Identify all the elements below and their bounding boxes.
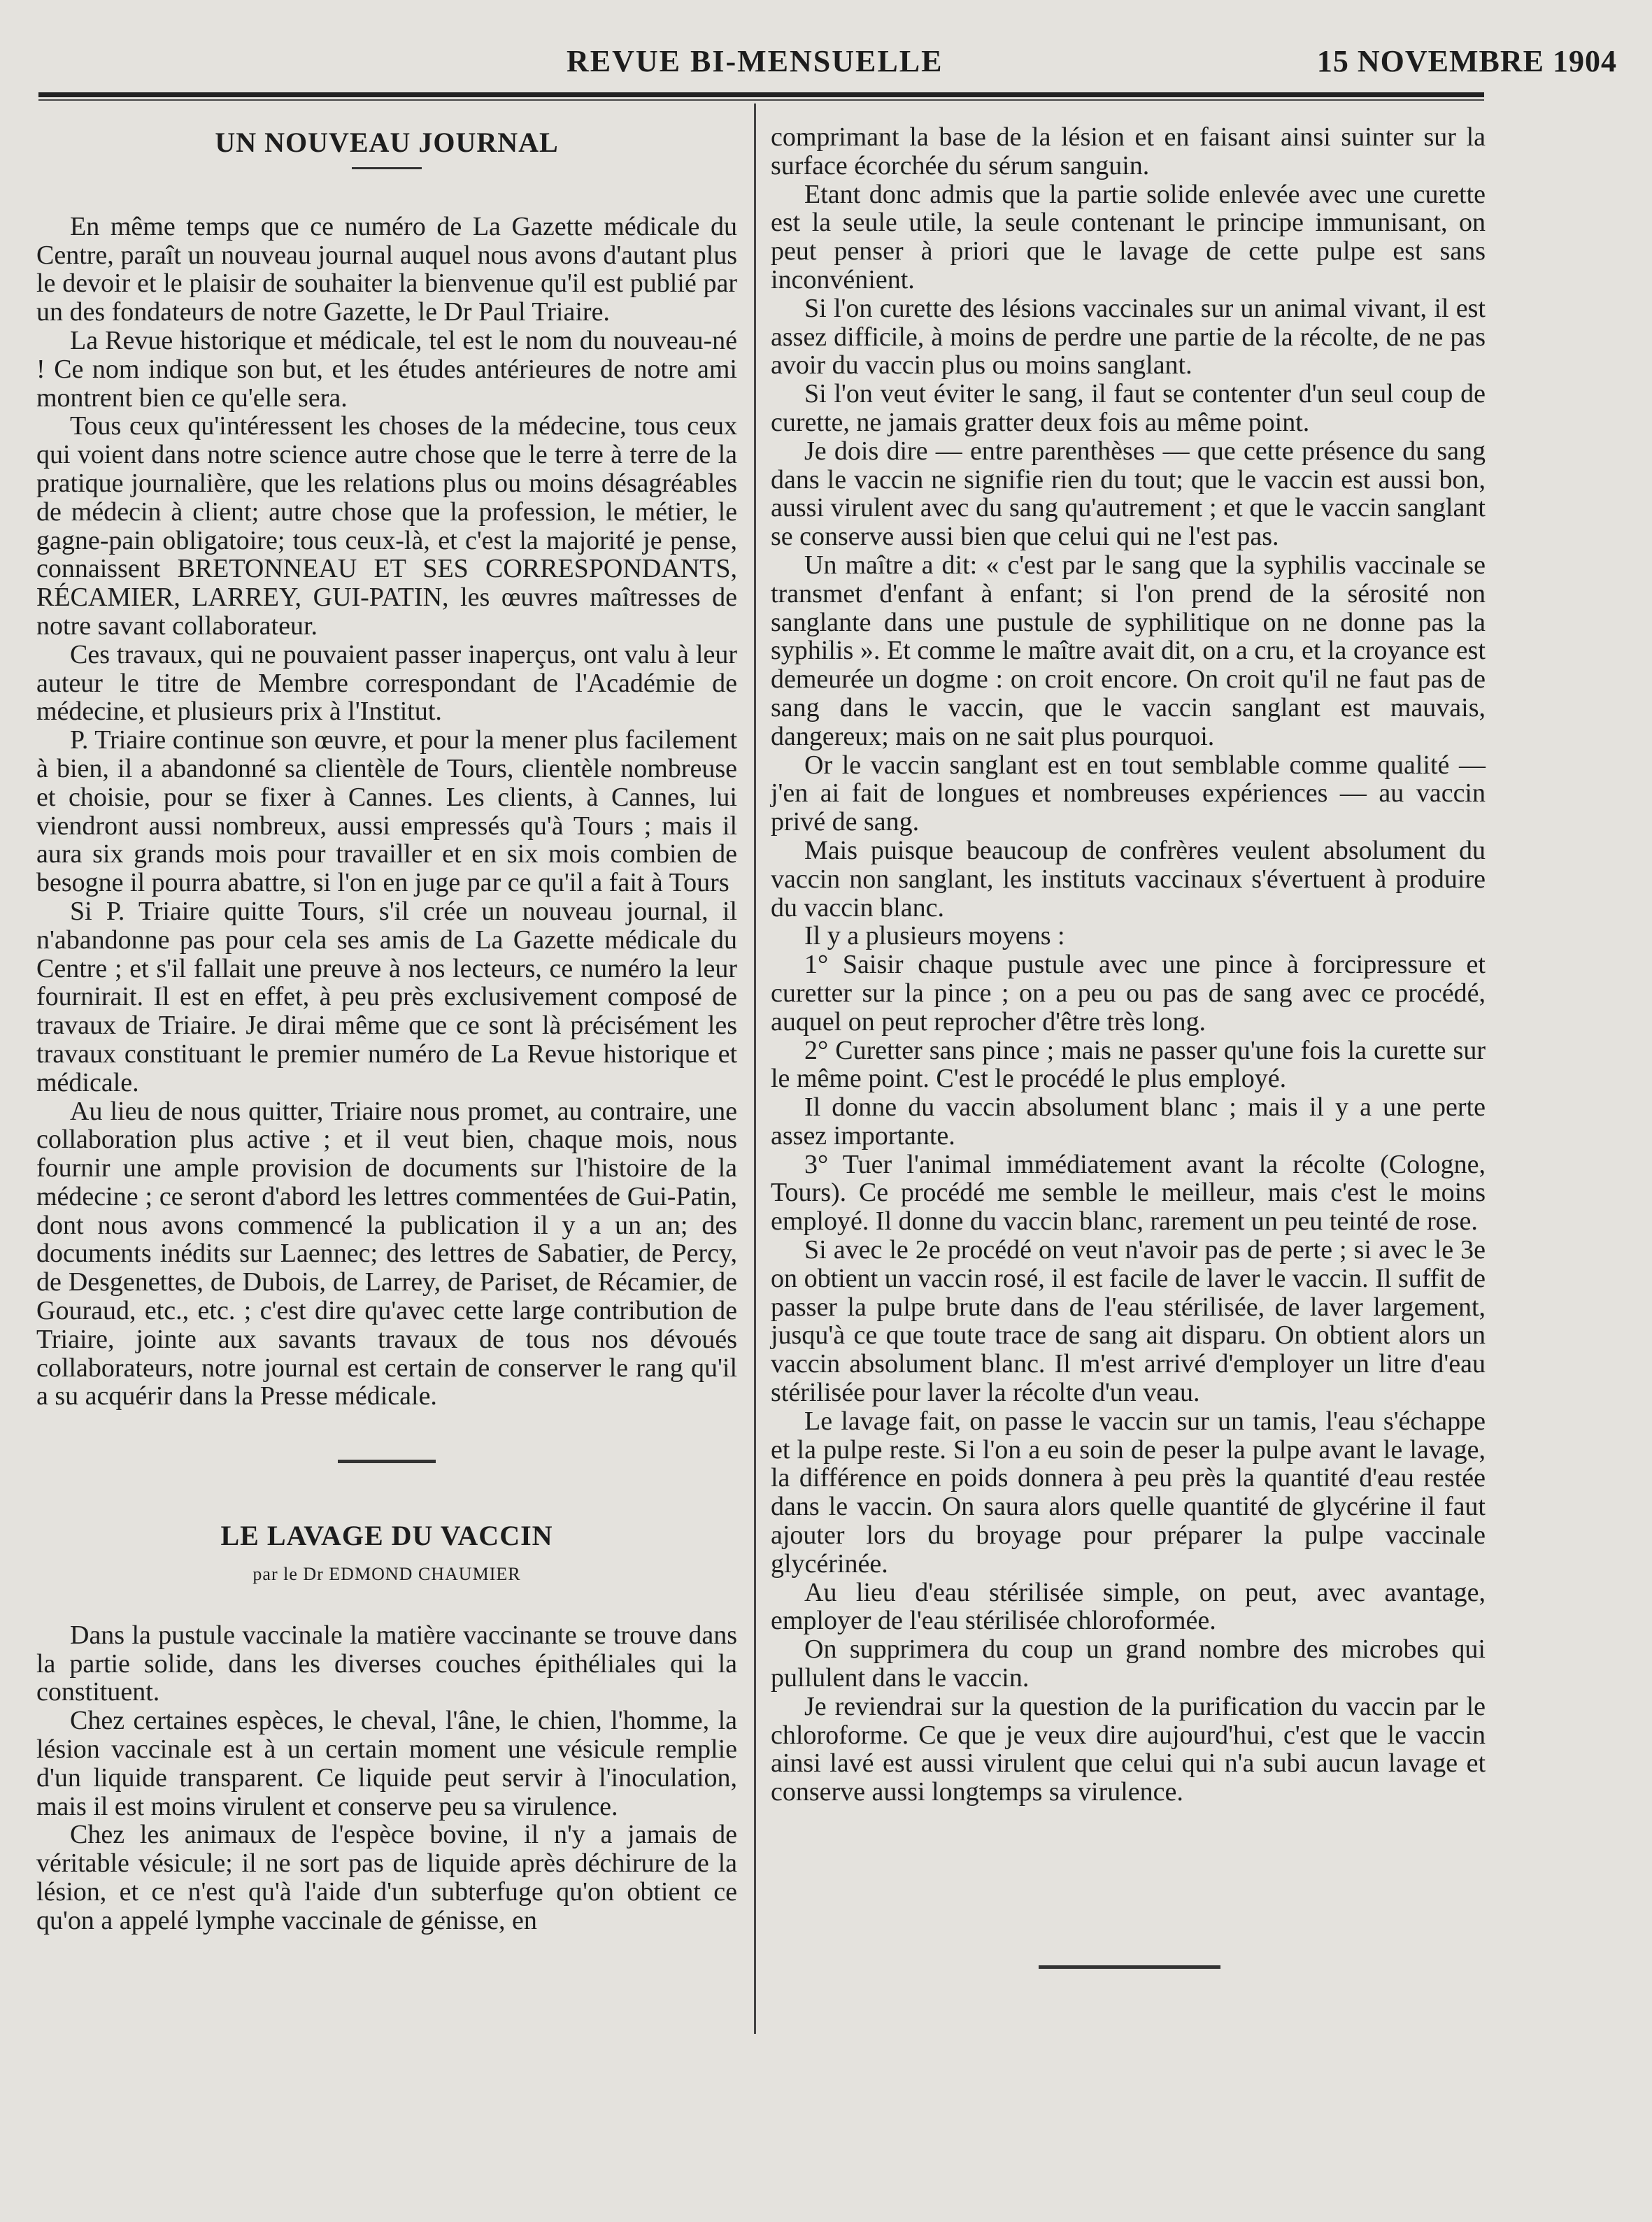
paragraph: P. Triaire continue son œuvre, et pour la mener plus facilement à bien, il a abandonné sa clientèle de Tours, clientèle nombreuse et choisie, pour se fixer à Cannes. Les clients, à Cannes, lui viendront aussi nombreux, aussi empressés qu'à Tours ; mais il aura six grands mois pour travailler et en six mois combien de besogne il pourra abattre, si l'on en juge par ce qu'il a fait à Tours xyxy=(36,725,738,898)
article-title-nouveau-journal: UN NOUVEAU JOURNAL xyxy=(215,127,559,158)
end-rule xyxy=(1039,1965,1220,1969)
right-column xyxy=(771,123,1486,1807)
column-divider xyxy=(754,104,756,2034)
paragraph: Dans la pustule vaccinale la matière vaccinante se trouve dans la partie solide, dans les diverses couches épithéliales qui la constituent. xyxy=(36,1620,737,1707)
paragraph: Le lavage fait, on passe le vaccin sur un tamis, l'eau s'échappe et la pulpe reste. Si l'on a eu soin de peser la pulpe avant le lavage, la différence en poids donnera à peu près la quantité d'eau restée dans le vaccin. On saura alors quelle quantité de glycérine il faut ajouter lors du broyage pour préparer la pulpe vaccinale glycérinée. xyxy=(771,1406,1486,1579)
paragraph: Chez certaines espèces, le cheval, l'âne, le chien, l'homme, la lésion vaccinale est à un certain moment une vésicule remplie d'un liquide transparent. Ce liquide peut servir à l'inoculation, mais il est moins virulent et conserve peu sa virulence. xyxy=(36,1706,737,1821)
paragraph: La Revue historique et médicale, tel est le nom du nouveau-né ! Ce nom indique son but, et les études antérieures de notre ami montrent bien ce qu'elle sera. xyxy=(36,325,737,413)
paragraph: Je dois dire — entre parenthèses — que cette présence du sang dans le vaccin ne signifie rien du tout; que le vaccin est aussi bon, aussi virulent avec du sang qu'autrement ; et que le vaccin sanglant se conserve aussi bien que celui qui ne l'est pas. xyxy=(771,436,1486,552)
paragraph: Un maître a dit: « c'est par le sang que la syphilis vaccinale se transmet d'enfant à enfant; si l'on prend de la sérosité non sanglante dans une pustule de syphilitique on ne donne pas la syphilis ». Et comme le maître avait dit, on a cru, et la croyance est demeurée un dogme : on croit encore. On croit qu'il ne faut pas de sang dans le vaccin, que le vaccin sanglant est mauvais, dangereux; mais on ne sait plus pourquoi. xyxy=(771,550,1486,751)
byline: par le Dr EDMOND CHAUMIER xyxy=(252,1564,521,1585)
paragraph: Chez les animaux de l'espèce bovine, il n'y a jamais de véritable vésicule; il ne sort pas de liquide après déchirure de la lésion, et ce n'est qu'à l'aide d'un subterfuge qu'on obtient ce qu'on a appelé lymphe vaccinale de génisse, en xyxy=(36,1820,737,1935)
left-column xyxy=(36,112,737,1935)
paragraph: 1° Saisir chaque pustule avec une pince à forcipressure et curetter sur la pince ; on a peu ou pas de sang avec ce procédé, auquel on peut reprocher d'être très long. xyxy=(771,950,1486,1037)
running-title: REVUE BI-MENSUELLE xyxy=(567,44,944,78)
paragraph: 3° Tuer l'animal immédiatement avant la récolte (Cologne, Tours). Ce procédé me semble le meilleur, mais c'est le moins employé. Il donne du vaccin blanc, rarement un peu teinté de rose. xyxy=(771,1149,1486,1237)
paragraph: Ces travaux, qui ne pouvaient passer inaperçus, ont valu à leur auteur le titre de Membre correspondant de l'Académie de médecine, et plusieurs prix à l'Institut. xyxy=(36,639,737,727)
article-separator xyxy=(338,1460,436,1463)
paragraph-continuation: comprimant la base de la lésion et en faisant ainsi suinter sur la surface écorchée du sérum sanguin. xyxy=(771,122,1486,180)
title-rule xyxy=(352,167,422,169)
paragraph: Au lieu de nous quitter, Triaire nous promet, au contraire, une collaboration plus active ; et il veut bien, chaque mois, nous fournir une ample provision de documents sur l'histoire de la médecine ; ce seront d'abord les lettres commentées de Gui-Patin, dont nous avons commencé la publication il y a un an; des documents inédits sur Laennec; des lettres de Sabatier, de Percy, de Desgenettes, de Dubois, de Larrey, de Pariset, de Récamier, de Gouraud, etc., etc. ; c'est dire qu'avec cette large contribution de Triaire, jointe aux savants travaux de tous nos dévoués collaborateurs, notre journal est certain de conserver le rang qu'il a su acquérir dans la Presse médicale. xyxy=(36,1096,737,1411)
paragraph: Or le vaccin sanglant est en tout semblable comme qualité — j'en ai fait de longues et nombreuses expériences — au vaccin privé de sang. xyxy=(771,750,1486,837)
page-header xyxy=(35,36,1617,85)
article-title-lavage-du-vaccin: LE LAVAGE DU VACCIN xyxy=(220,1520,553,1552)
paragraph: Je reviendrai sur la question de la purification du vaccin par le chloroforme. Ce que je veux dire aujourd'hui, c'est que le vaccin ainsi lavé est aussi virulent que celui qui n'a subi aucun lavage et conserve aussi longtemps sa virulence. xyxy=(771,1691,1486,1807)
paragraph: Si l'on curette des lésions vaccinales sur un animal vivant, il est assez difficile, à moins de perdre une partie de la récolte, de ne pas avoir du vaccin plus ou moins sanglant. xyxy=(771,293,1486,380)
paragraph: Si P. Triaire quitte Tours, s'il crée un nouveau journal, il n'abandonne pas pour cela ses amis de La Gazette médicale du Centre ; et s'il fallait une preuve à nos lecteurs, ce numéro la leur fournirait. Il est en effet, à peu près exclusivement composé de travaux de Triaire. Je dirai même que ce sont là précisément les travaux constituant le premier numéro de La Revue historique et médicale. xyxy=(36,896,737,1097)
paragraph: Tous ceux qu'intéressent les choses de la médecine, tous ceux qui voient dans notre science autre chose que le terre à terre de la pratique journalière, que les relations plus ou moins désagréables de médecin à client; autre chose que la profession, le métier, le gagne-pain obligatoire; tous ceux-là, et c'est la majorité je pense, connaissent BRETONNEAU ET SES CORRESPONDANTS, RÉCAMIER, LARREY, GUI-PATIN, les œuvres maîtresses de notre savant collaborateur. xyxy=(36,411,737,641)
paragraph: Etant donc admis que la partie solide enlevée avec une curette est la seule utile, la seule contenant le principe immunisant, on peut penser à priori que le lavage de cette pulpe est sans inconvénient. xyxy=(771,179,1486,294)
paragraph: En même temps que ce numéro de La Gazette médicale du Centre, paraît un nouveau journal auquel nous avons d'autant plus le devoir et le plaisir de souhaiter la bienvenue qu'il est publié par un des fondateurs de notre Gazette, le Dr Paul Triaire. xyxy=(36,211,737,327)
paragraph: 2° Curetter sans pince ; mais ne passer qu'une fois la curette sur le même point. C'est le procédé le plus employé. xyxy=(771,1035,1486,1094)
paragraph: Si l'on veut éviter le sang, il faut se contenter d'un seul coup de curette, ne jamais gratter deux fois au même point. xyxy=(771,379,1486,437)
paragraph: Au lieu d'eau stérilisée simple, on peut, avec avantage, employer de l'eau stérilisée chloroformée. xyxy=(771,1577,1486,1636)
issue-date: 15 NOVEMBRE 1904 xyxy=(1316,44,1617,78)
paragraph: Il y a plusieurs moyens : xyxy=(804,921,1065,951)
paragraph: Il donne du vaccin absolument blanc ; mais il y a une perte assez importante. xyxy=(771,1092,1486,1151)
paragraph: Si avec le 2e procédé on veut n'avoir pas de perte ; si avec le 3e on obtient un vaccin rosé, il est facile de laver le vaccin. Il suffit de passer la pulpe brute dans de l'eau stérilisée, de laver largement, jusqu'à ce que toute trace de sang ait disparu. On obtient alors un vaccin absolument blanc. Il m'est arrivé d'employer un litre d'eau stérilisée pour laver la récolte d'un veau. xyxy=(771,1235,1486,1408)
header-rule xyxy=(38,92,1484,101)
paragraph: On supprimera du coup un grand nombre des microbes qui pullulent dans le vaccin. xyxy=(771,1635,1486,1693)
paragraph: Mais puisque beaucoup de confrères veulent absolument du vaccin non sanglant, les instituts vaccinaux s'évertuent à produire du vaccin blanc. xyxy=(771,835,1486,923)
